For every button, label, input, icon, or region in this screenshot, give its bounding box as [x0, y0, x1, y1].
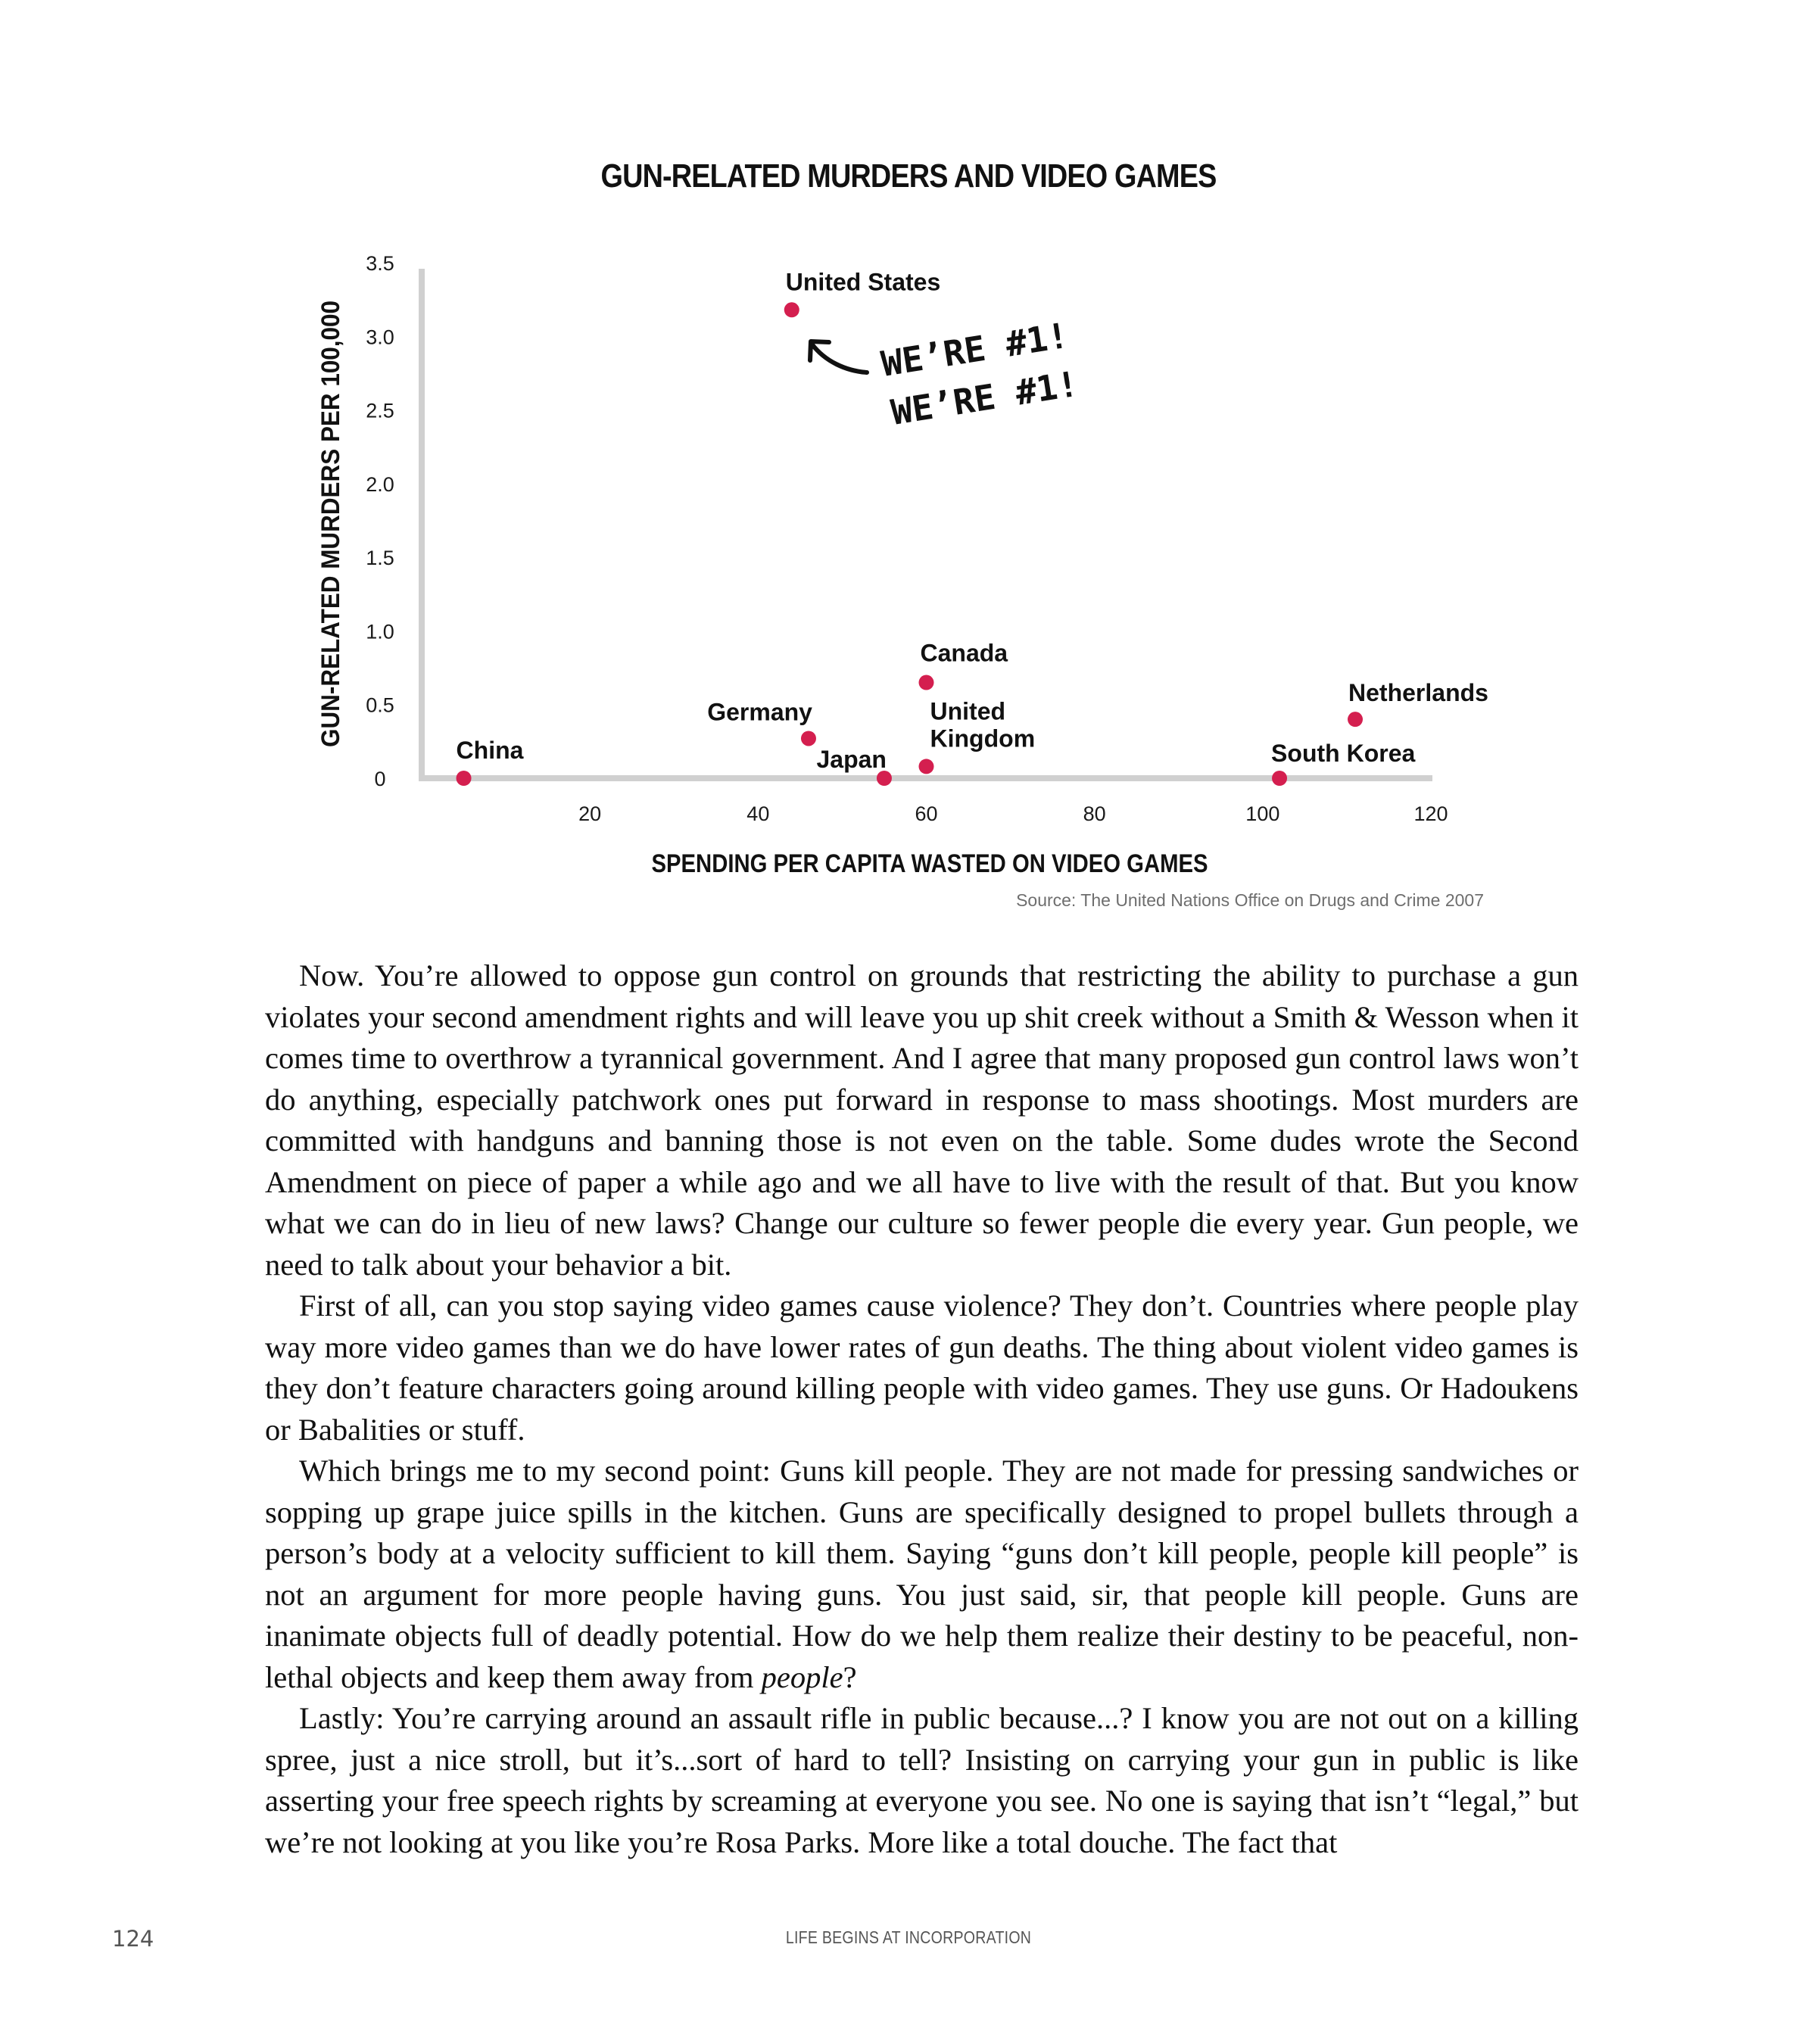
- x-tick-label: 120: [1413, 802, 1448, 825]
- y-tick-labels: [366, 252, 394, 790]
- page-number: 124: [112, 1926, 154, 1952]
- x-axis-title: SPENDING PER CAPITA WASTED ON VIDEO GAMES: [651, 849, 1208, 878]
- paragraph-3-text: Which brings me to my second point: Guns kill people. They are not made for pressing sandwiches or sopping up grape juice spills in the kitchen. Guns are specifically designed to propel bullets through a person’s body at a velocity sufficient to kill them. Saying “guns don’t kill people, people kill people” is not an argument for more people having guns. You just said, sir, that people kill people. Guns are inanimate objects full of deadly potential. How do we help them realize their destiny to be peaceful, non-lethal objects and keep them away from: [265, 1454, 1579, 1694]
- emphasis-people: people: [761, 1659, 843, 1694]
- annotation-line-2: WE’RE #1!: [888, 363, 1081, 433]
- y-tick-label: 3.5: [366, 252, 394, 275]
- annotation-line-1: WE’RE #1!: [878, 314, 1071, 385]
- paragraph-3-end: ?: [843, 1659, 857, 1694]
- data-point: [877, 771, 892, 786]
- point-label: Japan: [816, 746, 887, 773]
- y-tick-label: 1.0: [366, 620, 394, 643]
- point-label: United States: [785, 268, 941, 296]
- x-tick-label: 40: [746, 802, 770, 825]
- point-label: Germany: [707, 698, 812, 726]
- data-point: [919, 675, 934, 690]
- x-tick-label: 60: [915, 802, 938, 825]
- were-number-one-annotation: [810, 315, 1081, 433]
- data-point: [1348, 712, 1363, 727]
- y-tick-label: 0.5: [366, 693, 394, 717]
- data-point: [919, 759, 934, 774]
- paragraph-3: [265, 1450, 1579, 1698]
- chart-title: GUN-RELATED MURDERS AND VIDEO GAMES: [600, 157, 1217, 195]
- paragraph-1: Now. You’re allowed to oppose gun control on grounds that restricting the ability to purchase a gun violates your second amendment rights and will leave you up shit creek without a Smith & Wesson when it comes time to overthrow a tyrannical government. And I agree that many proposed gun control laws won’t do anything, especially patchwork ones put forward in response to mass shootings. Most murders are committed with handguns and banning those is not even on the table. Some dudes wrote the Second Amendment on piece of paper a while ago and we all have to live with the result of that. But you know what we can do in lieu of new laws? Change our culture so fewer people die every year. Gun people, we need to talk about your behavior a bit.: [265, 958, 1579, 1282]
- y-tick-label: 3.0: [366, 326, 394, 349]
- data-point: [784, 302, 799, 317]
- y-tick-label: 2.0: [366, 472, 394, 496]
- paragraph-2: First of all, can you stop saying video games cause violence? They don’t. Countries where people play way more video games than we do have lower rates of gun deaths. The thing about violent video games is they don’t feature characters going around killing people with video games. They use guns. Or Hadoukens or Babalities or stuff.: [265, 1288, 1579, 1447]
- running-head: LIFE BEGINS AT INCORPORATION: [785, 1927, 1032, 1947]
- data-point: [801, 731, 816, 746]
- point-label: Netherlands: [1348, 679, 1488, 707]
- x-tick-label: 80: [1083, 802, 1106, 825]
- body-text: [265, 955, 1579, 1863]
- y-axis-title: GUN-RELATED MURDERS PER 100,000: [316, 264, 345, 747]
- x-tick-label: 100: [1245, 802, 1280, 825]
- point-label: United Kingdom: [930, 697, 1036, 752]
- point-label: Canada: [920, 639, 1008, 667]
- data-point: [457, 771, 472, 786]
- y-tick-label: 1.5: [366, 547, 394, 570]
- data-point: [1272, 771, 1287, 786]
- y-tick-label: 2.5: [366, 399, 394, 422]
- x-tick-labels: [578, 802, 1448, 825]
- x-tick-label: 20: [578, 802, 602, 825]
- handdrawn-arrow-icon: [810, 341, 867, 372]
- scatter-chart: [0, 0, 1817, 939]
- point-label: South Korea: [1271, 740, 1416, 767]
- paragraph-4: Lastly: You’re carrying around an assault rifle in public because...? I know you are not out on a killing spree, just a nice stroll, but it’s...sort of hard to tell? Insisting on carrying your gun in public is like asserting your free speech rights by screaming at everyone you see. No one is saying that isn’t “legal,” but we’re not looking at you like you’re Rosa Parks. More like a total douche. The fact that: [265, 1701, 1579, 1859]
- point-label: China: [456, 737, 524, 764]
- y-tick-label: 0: [374, 768, 386, 790]
- chart-source: Source: The United Nations Office on Drugs and Crime 2007: [1016, 890, 1484, 910]
